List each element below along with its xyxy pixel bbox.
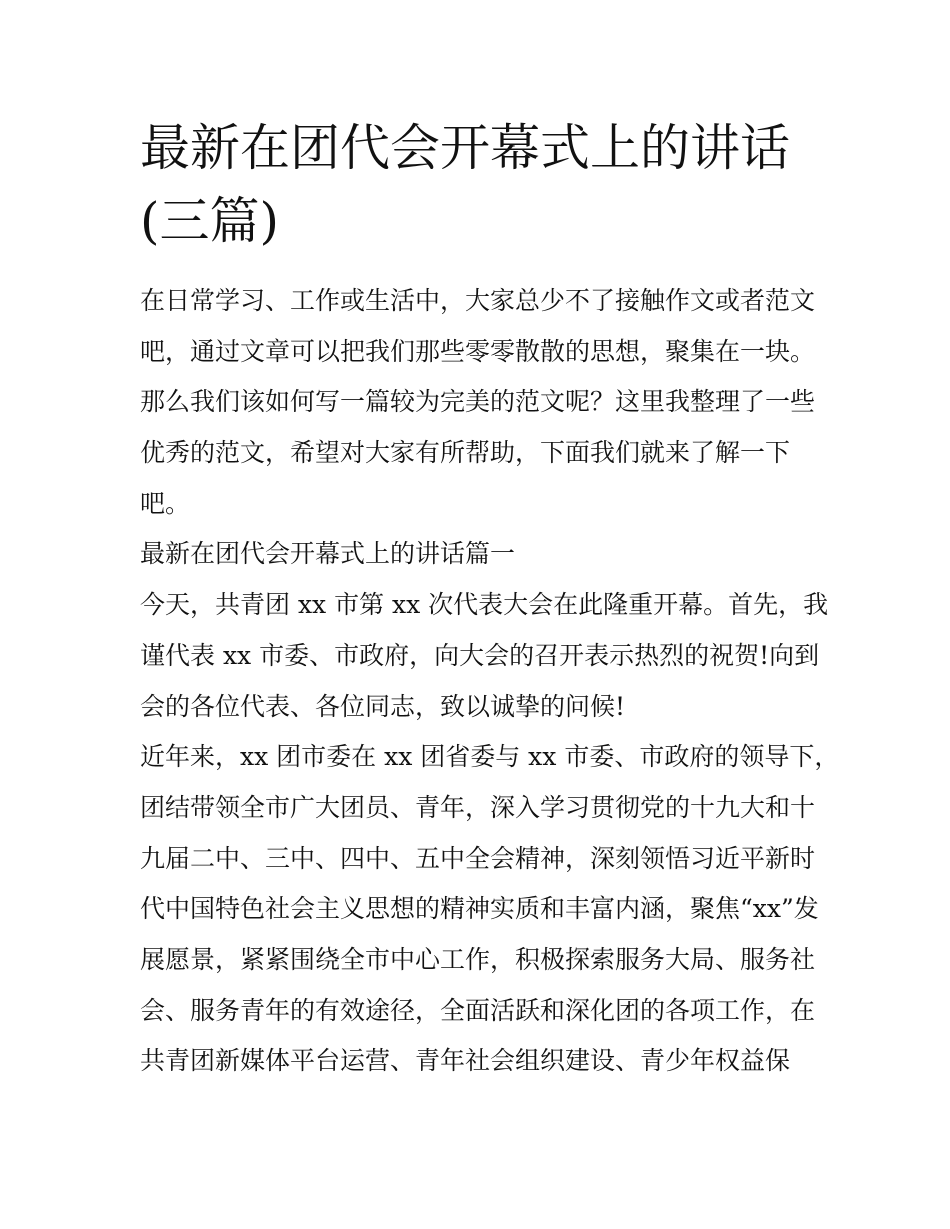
body-line: 九届二中、三中、四中、五中全会精神，深刻领悟习近平新时 bbox=[140, 843, 816, 873]
body-line: 近年来，xx 团市委在 xx 团省委与 xx 市委、市政府的领导下， bbox=[140, 742, 840, 772]
body-line: 团结带领全市广大团员、青年，深入学习贯彻党的十九大和十 bbox=[140, 792, 816, 822]
body-line: 共青团新媒体平台运营、青年社会组织建设、青少年权益保 bbox=[140, 1046, 791, 1076]
body-line: 吧，通过文章可以把我们那些零零散散的思想，聚集在一块。 bbox=[140, 336, 816, 366]
body-line: 今天，共青团 xx 市第 xx 次代表大会在此隆重开幕。首先，我 bbox=[140, 590, 829, 620]
section-heading: 最新在团代会开幕式上的讲话篇一 bbox=[140, 539, 516, 569]
body-line: 吧。 bbox=[140, 488, 191, 518]
body-line: 会、服务青年的有效途径，全面活跃和深化团的各项工作，在 bbox=[140, 995, 816, 1025]
title-line-1: 最新在团代会开幕式上的讲话 bbox=[140, 119, 790, 177]
title-line-2: (三篇) bbox=[140, 192, 280, 250]
body-line: 代中国特色社会主义思想的精神实质和丰富内涵，聚焦“xx”发 bbox=[140, 894, 819, 924]
body-line: 在日常学习、工作或生活中，大家总少不了接触作文或者范文 bbox=[140, 286, 816, 315]
document-title bbox=[140, 112, 830, 258]
body-line: 优秀的范文，希望对大家有所帮助，下面我们就来了解一下 bbox=[140, 438, 791, 468]
document-body bbox=[140, 276, 840, 1087]
body-line: 那么我们该如何写一篇较为完美的范文呢？这里我整理了一些 bbox=[140, 387, 816, 417]
body-line: 展愿景，紧紧围绕全市中心工作，积极探索服务大局、服务社 bbox=[140, 944, 816, 974]
body-line: 谨代表 xx 市委、市政府，向大会的召开表示热烈的祝贺!向到 bbox=[140, 640, 820, 670]
body-line: 会的各位代表、各位同志，致以诚挚的问候! bbox=[140, 691, 626, 721]
